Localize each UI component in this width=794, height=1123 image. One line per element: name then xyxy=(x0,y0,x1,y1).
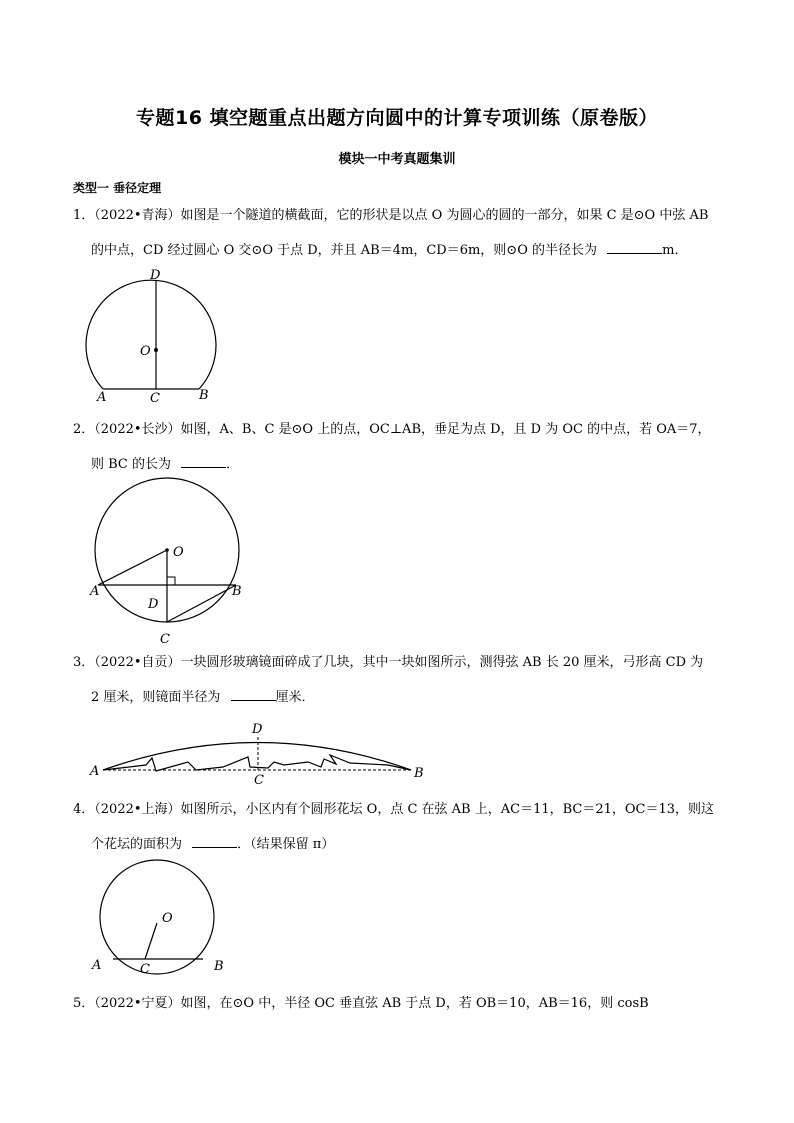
page-title: 专题16 填空题重点出题方向圆中的计算专项训练（原卷版） xyxy=(135,107,659,129)
answer-blank-2[interactable] xyxy=(181,455,226,468)
section-heading: 类型一 垂径定理 xyxy=(73,181,162,195)
problem-3-tail: 厘米． xyxy=(275,690,315,705)
problem-2-tail: ． xyxy=(226,457,240,472)
figure-1-center-point xyxy=(154,348,158,352)
figure-2-right-angle-mark xyxy=(167,577,175,585)
problem-1-tail: m． xyxy=(662,243,688,258)
problem-3-line-2 xyxy=(91,688,315,706)
figure-2-circle xyxy=(85,475,255,650)
problem-3-text: 2 厘米，则镜面半径为 xyxy=(91,690,221,705)
figure-1-label-c: C xyxy=(150,391,160,406)
figure-2-label-b: B xyxy=(232,584,242,599)
figure-1-arc xyxy=(86,280,216,389)
figure-3-arc xyxy=(103,743,411,771)
figure-2-label-o: O xyxy=(173,545,184,560)
problem-3-line-1: 3．（2022•自贡）一块圆形玻璃镜面碎成了几块，其中一块如图所示，测得弦 AB 长 20 厘米，弓形高 CD 为 xyxy=(73,655,704,670)
figure-3-broken-edge xyxy=(103,755,411,771)
answer-blank-3[interactable] xyxy=(231,688,276,701)
figure-1-label-o: O xyxy=(140,344,151,359)
problem-4-text: 个花坛的面积为 xyxy=(91,837,183,852)
problem-1-text: 的中点，CD 经过圆心 O 交⊙O 于点 D，并且 AB＝4m，CD＝6m，则⊙O 的半径长为 xyxy=(91,243,597,258)
figure-3-label-b: B xyxy=(414,766,424,781)
figure-1-label-b: B xyxy=(199,388,209,403)
figure-1-label-a: A xyxy=(97,390,107,405)
problem-2-line-2 xyxy=(91,455,239,473)
figure-4-label-c: C xyxy=(140,962,150,977)
module-subtitle: 模块一中考真题集训 xyxy=(338,152,456,167)
figure-1-tunnel xyxy=(85,262,235,412)
figure-4-circle-o xyxy=(100,860,214,974)
problem-4-line-1: 4．（2022•上海）如图所示，小区内有个圆形花坛 O，点 C 在弦 AB 上，AC＝11，BC＝21，OC＝13，则这 xyxy=(73,802,715,817)
problem-5-line-1: 5．（2022•宁夏）如图，在⊙O 中，半径 OC 垂直弦 AB 于点 D，若 OB＝10，AB＝16，则 cosB xyxy=(73,996,649,1011)
figure-4-label-o: O xyxy=(162,911,173,926)
figure-4-flowerbed xyxy=(85,855,245,985)
figure-4-label-a: A xyxy=(92,958,102,973)
problem-2-line-1: 2．（2022•长沙）如图，A、B、C 是⊙O 上的点，OC⊥AB，垂足为点 D，且 D 为 OC 的中点，若 OA＝7， xyxy=(73,422,711,437)
answer-blank-4[interactable] xyxy=(192,835,237,848)
figure-2-label-d: D xyxy=(148,597,159,612)
answer-blank-1[interactable] xyxy=(607,241,662,254)
figure-2-label-c: C xyxy=(160,632,170,647)
problem-2-text: 则 BC 的长为 xyxy=(91,457,172,472)
figure-2-center-point xyxy=(165,548,169,552)
figure-3-label-c: C xyxy=(254,773,264,788)
problem-4-line-2 xyxy=(91,835,334,853)
figure-2-segment-bc xyxy=(167,585,236,622)
figure-2-segment-oa xyxy=(98,550,167,585)
problem-4-tail: ．（结果保留 π） xyxy=(237,837,335,852)
figure-2-label-a: A xyxy=(90,584,100,599)
problem-1-line-2 xyxy=(91,241,687,259)
figure-3-label-d: D xyxy=(252,722,263,737)
figure-1-label-d: D xyxy=(150,268,161,283)
figure-4-segment-oc xyxy=(145,923,157,959)
figure-3-label-a: A xyxy=(90,764,100,779)
figure-3-mirror xyxy=(88,715,438,790)
figure-4-label-b: B xyxy=(214,959,224,974)
problem-1-line-1: 1．（2022•青海）如图是一个隧道的横截面，它的形状是以点 O 为圆心的圆的一部分，如果 C 是⊙O 中弦 AB xyxy=(73,208,709,223)
